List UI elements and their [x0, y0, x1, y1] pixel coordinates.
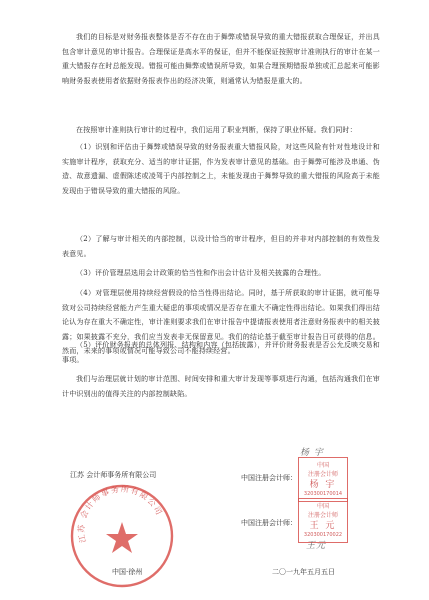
paragraph-professional-judgment: 在按照审计准则执行审计的过程中，我们运用了职业判断，保持了职业怀疑。我们同时： [76, 126, 357, 134]
cpa-label-1: 中国注册会计师： [241, 474, 297, 482]
signature-2: 王元 [306, 541, 327, 551]
paragraph-objective: 我们的目标是对财务报表整体是否不存在由于舞弊或错误导致的重大错报获取合理保证，并出具包含审计意见的审计报告。合理保证是高水平的保证，但并不能保证按照审计准则执行的审计在某一重大错报存在时总能发现。错报可能由舞弊或错误所导致，如果合理预期错报单独或汇总起来可能影响财务报表使用者依据财务报表作出的经济决策，则通常认为错报是重大的。 [62, 33, 380, 85]
paragraph-item-4: （4）对管理层使用持续经营假设的恰当性得出结论。同时，基于所获取的审计证据，就可能导致对公司持续经营能力产生重大疑虑的事项或情况是否存在重大不确定性得出结论。如果我们得出结论认为存在重大不确定性，审计准则要求我们在审计报告中提请报表使用者注意财务报表中的相关披露；如果披露不充分，我们应当发表非无保留意见。我们的结论基于截至审计报告日可获得的信息。然而，未来的事项或情况可能导致公司不能持续经营。 [62, 289, 380, 355]
firm-name: 江苏 会计师事务所有限公司 [70, 471, 157, 479]
location: 中国·徐州 [112, 568, 143, 576]
paragraph-item-3: （3）评价管理层选用会计政策的恰当性和作出会计估计及相关披露的合理性。 [76, 269, 326, 277]
svg-text:江苏 会计师事务所有限公司: 江苏 会计师事务所有限公司 [76, 484, 165, 544]
signature-1: 杨 宇 [300, 448, 324, 458]
cpa-stamp-2: 中国 注册会计师 王 元 320300170022 [298, 498, 348, 543]
paragraph-item-2: （2）了解与审计相关的内部控制，以设计恰当的审计程序，但目的并非对内部控制的有效性发表意见。 [62, 235, 380, 258]
cpa-stamp-1: 中国 注册会计师 杨 宇 320300170014 [298, 457, 348, 502]
cpa-label-2: 中国注册会计师： [241, 519, 297, 527]
paragraph-communication: 我们与治理层就计划的审计范围、时间安排和重大审计发现等事项进行沟通，包括沟通我们在审计中识别出的值得关注的内部控制缺陷。 [62, 375, 380, 398]
report-date: 二〇一九年五月五日 [272, 568, 335, 576]
paragraph-item-5: （5）评价财务报表的总体列报、结构和内容（包括披露），并评价财务报表是否公允反映交易和事项。 [62, 341, 380, 364]
paragraph-item-1: （1）识别和评估由于舞弊或错误导致的财务报表重大错报风险，对这些风险有针对性地设计和实施审计程序，获取充分、适当的审计证据，作为发表审计意见的基础。由于舞弊可能涉及串通、伪造、故意遗漏、虚假陈述或凌驾于内部控制之上，未能发现由于舞弊导致的重大错报的风险高于未能发现由于错误导致的重大错报的风险。 [62, 143, 380, 195]
